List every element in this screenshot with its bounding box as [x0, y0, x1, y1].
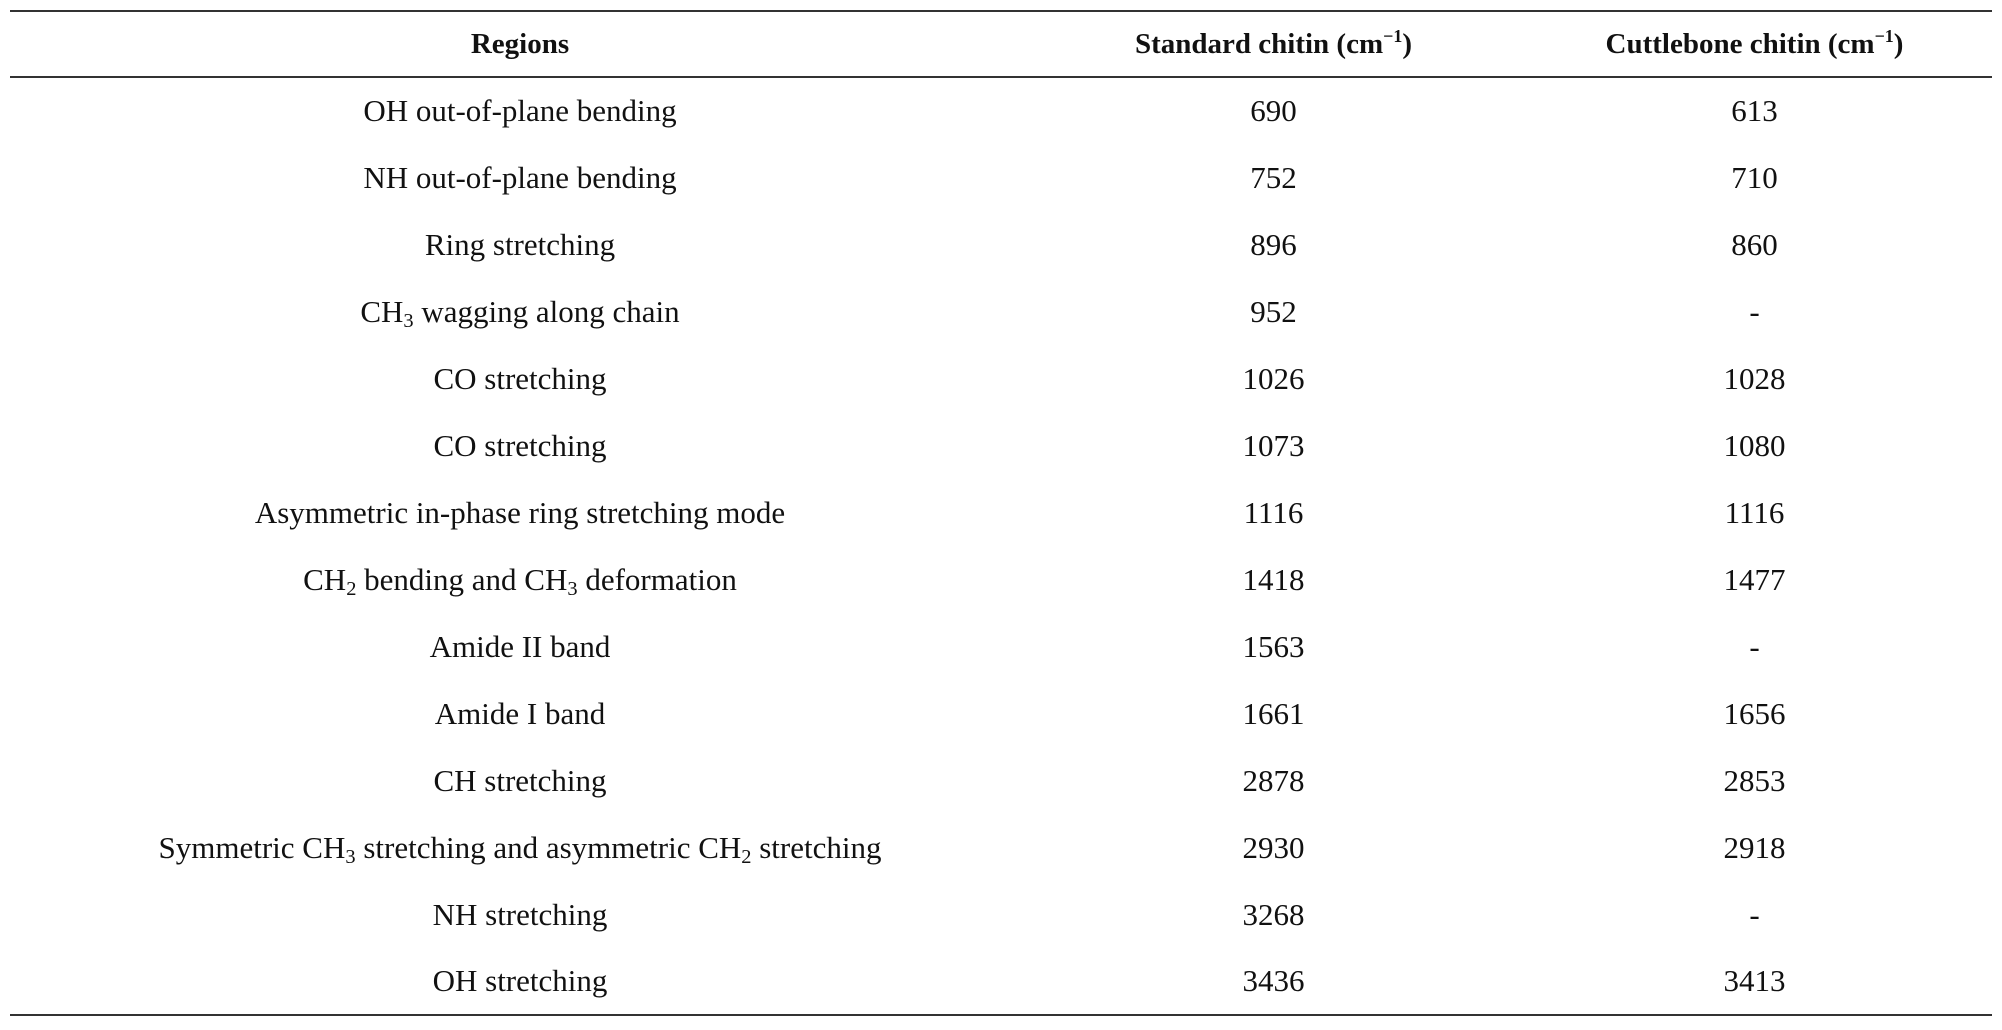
column-header-label: Regions — [470, 27, 570, 60]
region-text: Symmetric CH — [158, 829, 346, 865]
cell-region — [10, 881, 1030, 948]
region-text: CH — [303, 561, 347, 597]
column-header-cuttlebone-chitin — [1517, 11, 1992, 77]
subscript: 2 — [346, 577, 357, 600]
cell-cuttlebone-chitin: 3413 — [1723, 963, 1786, 998]
region-text: Asymmetric in-phase ring stretching mode — [254, 494, 786, 530]
cell-region — [10, 680, 1030, 747]
cell-region — [10, 613, 1030, 680]
cell-standard-chitin: 1026 — [1242, 360, 1305, 396]
cell-cuttlebone-chitin: 710 — [1731, 159, 1778, 195]
table-row — [10, 814, 1992, 881]
cell-standard-chitin: 690 — [1250, 93, 1297, 128]
subscript: 3 — [567, 577, 578, 600]
data-table — [10, 10, 1992, 1016]
cell-standard-chitin: 2930 — [1242, 829, 1305, 865]
table-row — [10, 546, 1992, 613]
column-header-label: Cuttlebone chitin (cm — [1605, 27, 1875, 60]
table-row — [10, 747, 1992, 814]
unit-close: ) — [1893, 27, 1904, 60]
region-text: CH — [360, 293, 404, 329]
cell-region — [10, 479, 1030, 546]
cell-cuttlebone-chitin: - — [1749, 896, 1760, 932]
cell-cuttlebone-chitin: - — [1749, 628, 1760, 664]
table-row — [10, 345, 1992, 412]
cell-cuttlebone-chitin: - — [1749, 293, 1760, 329]
table-row — [10, 77, 1992, 144]
cell-region — [10, 77, 1030, 144]
region-text: CH stretching — [433, 762, 607, 798]
cell-cuttlebone-chitin: 1656 — [1723, 695, 1786, 731]
cell-region — [10, 546, 1030, 613]
column-header-label: Standard chitin (cm — [1134, 27, 1384, 60]
cell-region — [10, 948, 1030, 1015]
table-row — [10, 881, 1992, 948]
cell-cuttlebone-chitin: 1080 — [1723, 427, 1786, 463]
unit-superscript: −1 — [1383, 25, 1403, 46]
region-text: stretching — [751, 829, 882, 865]
column-header-regions — [10, 11, 1030, 77]
table-row — [10, 613, 1992, 680]
region-text: bending and CH — [356, 561, 568, 597]
subscript: 3 — [403, 309, 414, 332]
region-text: Ring stretching — [424, 226, 616, 262]
table-row — [10, 680, 1992, 747]
table-row — [10, 211, 1992, 278]
cell-region — [10, 144, 1030, 211]
table-body — [10, 77, 1992, 1015]
cell-region — [10, 814, 1030, 881]
cell-standard-chitin: 3436 — [1242, 963, 1305, 998]
cell-standard-chitin: 1073 — [1242, 427, 1305, 463]
cell-standard-chitin: 1116 — [1243, 494, 1304, 530]
cell-standard-chitin: 1418 — [1242, 561, 1305, 597]
header-row — [10, 11, 1992, 77]
region-text: NH out-of-plane bending — [363, 159, 677, 195]
cell-region — [10, 211, 1030, 278]
region-text: CO stretching — [433, 360, 607, 396]
cell-region — [10, 345, 1030, 412]
cell-region — [10, 747, 1030, 814]
cell-cuttlebone-chitin: 1028 — [1723, 360, 1786, 396]
cell-standard-chitin: 1563 — [1242, 628, 1305, 664]
column-header-standard-chitin — [1030, 11, 1517, 77]
unit-close: ) — [1402, 27, 1413, 60]
table-row — [10, 948, 1992, 1015]
table-row — [10, 144, 1992, 211]
cell-region — [10, 412, 1030, 479]
cell-cuttlebone-chitin: 2918 — [1723, 829, 1786, 865]
table-row — [10, 278, 1992, 345]
cell-cuttlebone-chitin: 1477 — [1723, 561, 1786, 597]
table-row — [10, 412, 1992, 479]
region-text: Amide II band — [429, 628, 611, 664]
region-text: CO stretching — [433, 427, 607, 463]
cell-cuttlebone-chitin: 613 — [1731, 93, 1778, 128]
ftir-assignment-table — [10, 10, 1992, 1016]
cell-cuttlebone-chitin: 2853 — [1723, 762, 1786, 798]
cell-standard-chitin: 952 — [1250, 293, 1297, 329]
region-text: deformation — [577, 561, 737, 597]
cell-standard-chitin: 3268 — [1242, 896, 1305, 932]
cell-standard-chitin: 1661 — [1242, 695, 1305, 731]
subscript: 2 — [741, 845, 752, 868]
cell-standard-chitin: 2878 — [1242, 762, 1305, 798]
region-text: OH stretching — [432, 963, 608, 998]
cell-standard-chitin: 896 — [1250, 226, 1297, 262]
subscript: 3 — [345, 845, 356, 868]
cell-region — [10, 278, 1030, 345]
unit-superscript: −1 — [1874, 25, 1894, 46]
region-text: OH out-of-plane bending — [363, 93, 677, 128]
region-text: Amide I band — [434, 695, 606, 731]
cell-cuttlebone-chitin: 860 — [1731, 226, 1778, 262]
region-text: wagging along chain — [413, 293, 680, 329]
cell-cuttlebone-chitin: 1116 — [1724, 494, 1785, 530]
cell-standard-chitin: 752 — [1250, 159, 1297, 195]
region-text: stretching and asymmetric CH — [355, 829, 742, 865]
region-text: NH stretching — [432, 896, 608, 932]
table-row — [10, 479, 1992, 546]
table-header — [10, 11, 1992, 77]
